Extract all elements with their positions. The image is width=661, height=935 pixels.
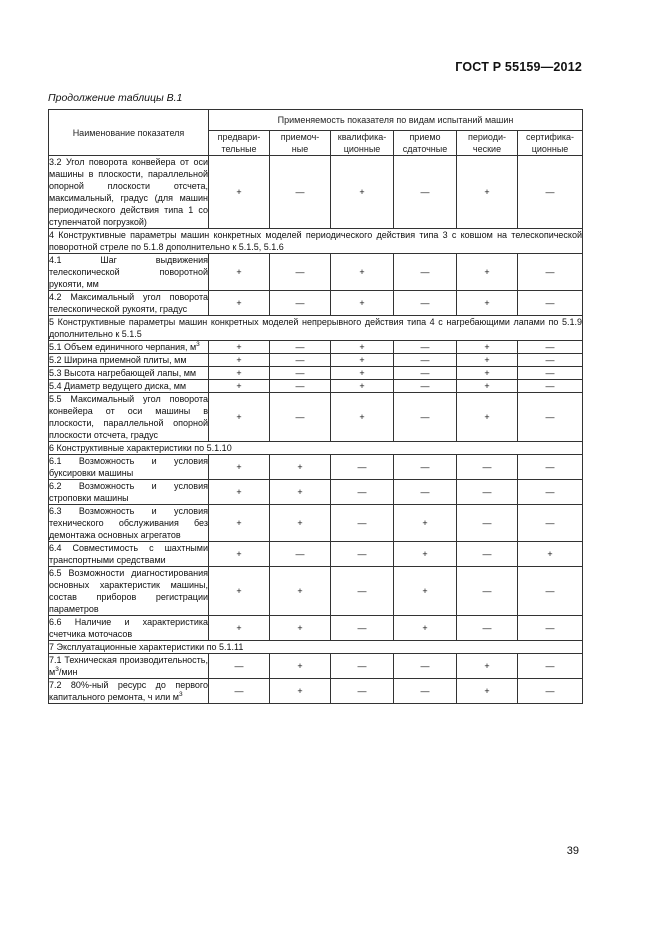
- parameter-name-cell: [49, 291, 209, 316]
- applicability-mark: —: [394, 156, 457, 229]
- applicability-mark: —: [209, 679, 270, 704]
- applicability-mark: —: [270, 367, 331, 380]
- applicability-mark: —: [331, 654, 394, 679]
- section-row: [49, 316, 583, 341]
- applicability-mark: —: [331, 480, 394, 505]
- test-type-line-1: приемо: [409, 132, 441, 142]
- test-type-line-2: ционные: [343, 144, 381, 154]
- applicability-mark: —: [518, 380, 583, 393]
- applicability-mark: —: [518, 480, 583, 505]
- applicability-mark: +: [209, 156, 270, 229]
- applicability-mark: —: [270, 156, 331, 229]
- column-header-test-type: [270, 131, 331, 156]
- applicability-mark: —: [518, 156, 583, 229]
- table-row: [49, 291, 583, 316]
- applicability-mark: +: [331, 367, 394, 380]
- applicability-mark: +: [457, 341, 518, 354]
- applicability-mark: +: [457, 156, 518, 229]
- parameter-name: 6.1 Возможность и условия буксировки машины: [49, 456, 208, 478]
- applicability-mark: —: [270, 393, 331, 442]
- applicability-mark: +: [270, 455, 331, 480]
- applicability-mark: +: [270, 505, 331, 542]
- applicability-mark: +: [331, 254, 394, 291]
- applicability-mark: —: [394, 654, 457, 679]
- parameter-name: 3.2 Угол поворота конвейера от оси машины в плоскости, параллельной опорной плоскости отсчета, максимальный, градус (для машин периодического действия типа 1 со ступенчатой погрузкой): [49, 157, 208, 227]
- applicability-mark: +: [209, 567, 270, 616]
- parameter-name-cell: [49, 380, 209, 393]
- parameter-name-cell: [49, 455, 209, 480]
- table-caption: Продолжение таблицы В.1: [48, 92, 183, 104]
- unit-superscript: 3: [178, 691, 183, 698]
- applicability-mark: —: [270, 354, 331, 367]
- applicability-mark: —: [457, 455, 518, 480]
- unit-superscript: 3: [196, 341, 200, 348]
- section-row: [49, 641, 583, 654]
- applicability-mark: +: [209, 455, 270, 480]
- applicability-mark: —: [518, 354, 583, 367]
- applicability-mark: —: [270, 380, 331, 393]
- applicability-mark: —: [331, 542, 394, 567]
- test-type-line-2: ческие: [472, 144, 502, 154]
- table-row: [49, 380, 583, 393]
- test-type-line-1: квалифика-: [337, 132, 387, 142]
- applicability-mark: +: [270, 616, 331, 641]
- section-row: [49, 442, 583, 455]
- parameter-name: 5.1 Объем единичного черпания, м: [49, 342, 197, 352]
- test-type-line-2: ционные: [531, 144, 569, 154]
- applicability-mark: —: [270, 341, 331, 354]
- parameter-name-cell: [49, 542, 209, 567]
- applicability-mark: —: [394, 380, 457, 393]
- applicability-mark: +: [457, 354, 518, 367]
- parameter-name-cell: [49, 156, 209, 229]
- parameter-name: 7.1 Техническая производительность, м: [49, 655, 208, 677]
- applicability-mark: +: [209, 367, 270, 380]
- applicability-mark: —: [518, 654, 583, 679]
- table-row: [49, 505, 583, 542]
- test-type-line-1: периоди-: [468, 132, 506, 142]
- applicability-mark: +: [270, 679, 331, 704]
- section-title: 6 Конструктивные характеристики по 5.1.10: [49, 442, 583, 455]
- parameter-name: 5.3 Высота нагребающей лапы, мм: [49, 368, 197, 378]
- applicability-mark: +: [457, 380, 518, 393]
- parameter-name-cell: [49, 393, 209, 442]
- table-row: [49, 616, 583, 641]
- applicability-mark: +: [457, 367, 518, 380]
- applicability-mark: +: [209, 341, 270, 354]
- parameter-name-cell: [49, 654, 209, 679]
- parameter-name-cell: [49, 567, 209, 616]
- parameter-name: 6.5 Возможности диагностирования основных характеристик машины, состав приборов регистрации параметров: [49, 568, 208, 614]
- parameter-name: 4.2 Максимальный угол поворота телескопической рукояти, градус: [49, 292, 208, 314]
- parameter-name: 7.2 80%-ный ресурс до первого капитального ремонта, ч или м: [49, 680, 208, 702]
- section-row: [49, 229, 583, 254]
- applicability-mark: +: [331, 341, 394, 354]
- applicability-mark: —: [394, 393, 457, 442]
- table-body: [49, 156, 583, 704]
- applicability-mark: —: [331, 455, 394, 480]
- parameter-name-cell: [49, 254, 209, 291]
- parameter-name-cell: [49, 505, 209, 542]
- applicability-mark: +: [331, 393, 394, 442]
- applicability-mark: —: [270, 542, 331, 567]
- test-type-line-1: сертифика-: [525, 132, 575, 142]
- test-type-line-1: предвари-: [217, 132, 261, 142]
- parameter-name: 5.5 Максимальный угол поворота конвейера от оси машины в плоскости, параллельной опорной плоскости отсчета, градус: [49, 394, 208, 440]
- applicability-mark: —: [518, 341, 583, 354]
- specification-table: [48, 109, 583, 704]
- unit-suffix: /мин: [58, 667, 78, 677]
- test-type-line-2: ные: [291, 144, 309, 154]
- applicability-mark: +: [209, 380, 270, 393]
- applicability-mark: +: [394, 567, 457, 616]
- applicability-mark: —: [457, 505, 518, 542]
- table-row: [49, 393, 583, 442]
- applicability-mark: —: [394, 291, 457, 316]
- applicability-mark: —: [270, 291, 331, 316]
- table-row: [49, 455, 583, 480]
- parameter-name-cell: [49, 367, 209, 380]
- applicability-mark: —: [394, 341, 457, 354]
- applicability-mark: +: [209, 254, 270, 291]
- applicability-mark: +: [457, 291, 518, 316]
- applicability-mark: +: [209, 480, 270, 505]
- applicability-mark: +: [209, 291, 270, 316]
- table-row: [49, 542, 583, 567]
- applicability-mark: +: [209, 542, 270, 567]
- document-standard-number: ГОСТ Р 55159—2012: [455, 60, 582, 74]
- applicability-mark: —: [518, 455, 583, 480]
- applicability-mark: +: [209, 354, 270, 367]
- applicability-mark: —: [518, 679, 583, 704]
- applicability-mark: —: [457, 567, 518, 616]
- parameter-name: 5.4 Диаметр ведущего диска, мм: [49, 381, 187, 391]
- applicability-mark: —: [457, 616, 518, 641]
- applicability-mark: —: [457, 480, 518, 505]
- parameter-name: 6.6 Наличие и характеристика счетчика моточасов: [49, 617, 208, 639]
- applicability-mark: —: [394, 367, 457, 380]
- applicability-mark: +: [270, 654, 331, 679]
- table-row: [49, 480, 583, 505]
- applicability-mark: —: [518, 567, 583, 616]
- table-row: [49, 654, 583, 679]
- applicability-mark: —: [518, 254, 583, 291]
- section-title: 4 Конструктивные параметры машин конкретных моделей периодического действия типа 3 с ковшом на телескопической поворотной стреле по 5.1.8 дополнительно к 5.1.5, 5.1.6: [49, 230, 582, 252]
- page-number: 39: [566, 845, 579, 857]
- applicability-mark: —: [518, 291, 583, 316]
- applicability-mark: —: [331, 567, 394, 616]
- applicability-mark: +: [270, 567, 331, 616]
- table-row: [49, 567, 583, 616]
- applicability-mark: —: [331, 505, 394, 542]
- column-header-test-type: [331, 131, 394, 156]
- applicability-mark: +: [457, 393, 518, 442]
- applicability-mark: +: [331, 354, 394, 367]
- parameter-name: 6.4 Совместимость с шахтными транспортными средствами: [49, 543, 208, 565]
- table-row: [49, 254, 583, 291]
- section-title: 5 Конструктивные параметры машин конкретных моделей непрерывного действия типа 4 с нагребающими лапами по 5.1.9 дополнительно к 5.1.5: [49, 317, 582, 339]
- parameter-name: 5.2 Ширина приемной плиты, мм: [49, 355, 187, 365]
- applicability-mark: +: [270, 480, 331, 505]
- applicability-mark: +: [209, 393, 270, 442]
- column-header-test-type: [457, 131, 518, 156]
- column-header-test-type: [394, 131, 457, 156]
- applicability-mark: +: [209, 505, 270, 542]
- test-type-line-2: сдаточные: [402, 144, 448, 154]
- column-header-test-type: [209, 131, 270, 156]
- header-row-main: [49, 110, 583, 131]
- applicability-mark: +: [394, 616, 457, 641]
- applicability-mark: —: [209, 654, 270, 679]
- applicability-mark: +: [331, 156, 394, 229]
- column-header-test-type: [518, 131, 583, 156]
- parameter-name-cell: [49, 616, 209, 641]
- parameter-name: 4.1 Шаг выдвижения телескопической поворотной рукояти, мм: [49, 255, 208, 289]
- applicability-mark: +: [518, 542, 583, 567]
- applicability-mark: +: [457, 254, 518, 291]
- column-header-name: Наименование показателя: [49, 110, 209, 156]
- applicability-mark: +: [331, 291, 394, 316]
- parameter-name: 6.2 Возможность и условия строповки машины: [49, 481, 208, 503]
- applicability-mark: +: [457, 654, 518, 679]
- applicability-mark: +: [457, 679, 518, 704]
- applicability-mark: —: [394, 455, 457, 480]
- applicability-mark: —: [518, 505, 583, 542]
- test-type-line-1: приемоч-: [280, 132, 320, 142]
- applicability-mark: —: [394, 679, 457, 704]
- applicability-mark: —: [518, 367, 583, 380]
- parameter-name-cell: [49, 480, 209, 505]
- test-type-line-2: тельные: [221, 144, 257, 154]
- table-row: [49, 156, 583, 229]
- table-row: [49, 354, 583, 367]
- parameter-name-cell: [49, 679, 209, 704]
- applicability-mark: —: [394, 354, 457, 367]
- applicability-mark: +: [394, 505, 457, 542]
- applicability-mark: —: [331, 679, 394, 704]
- table-row: [49, 367, 583, 380]
- parameter-name: 6.3 Возможность и условия технического обслуживания без демонтажа основных агрегатов: [49, 506, 208, 540]
- parameter-name-cell: [49, 341, 209, 354]
- applicability-mark: +: [209, 616, 270, 641]
- section-title: 7 Эксплуатационные характеристики по 5.1.11: [49, 641, 583, 654]
- applicability-mark: —: [394, 480, 457, 505]
- table-row: [49, 679, 583, 704]
- applicability-mark: —: [518, 393, 583, 442]
- applicability-mark: —: [394, 254, 457, 291]
- table-row: [49, 341, 583, 354]
- applicability-mark: +: [394, 542, 457, 567]
- column-header-group: Применяемость показателя по видам испытаний машин: [209, 110, 583, 131]
- applicability-mark: —: [457, 542, 518, 567]
- unit-superscript: 3: [55, 666, 59, 673]
- applicability-mark: —: [270, 254, 331, 291]
- applicability-mark: —: [331, 616, 394, 641]
- applicability-mark: —: [518, 616, 583, 641]
- parameter-name-cell: [49, 354, 209, 367]
- applicability-mark: +: [331, 380, 394, 393]
